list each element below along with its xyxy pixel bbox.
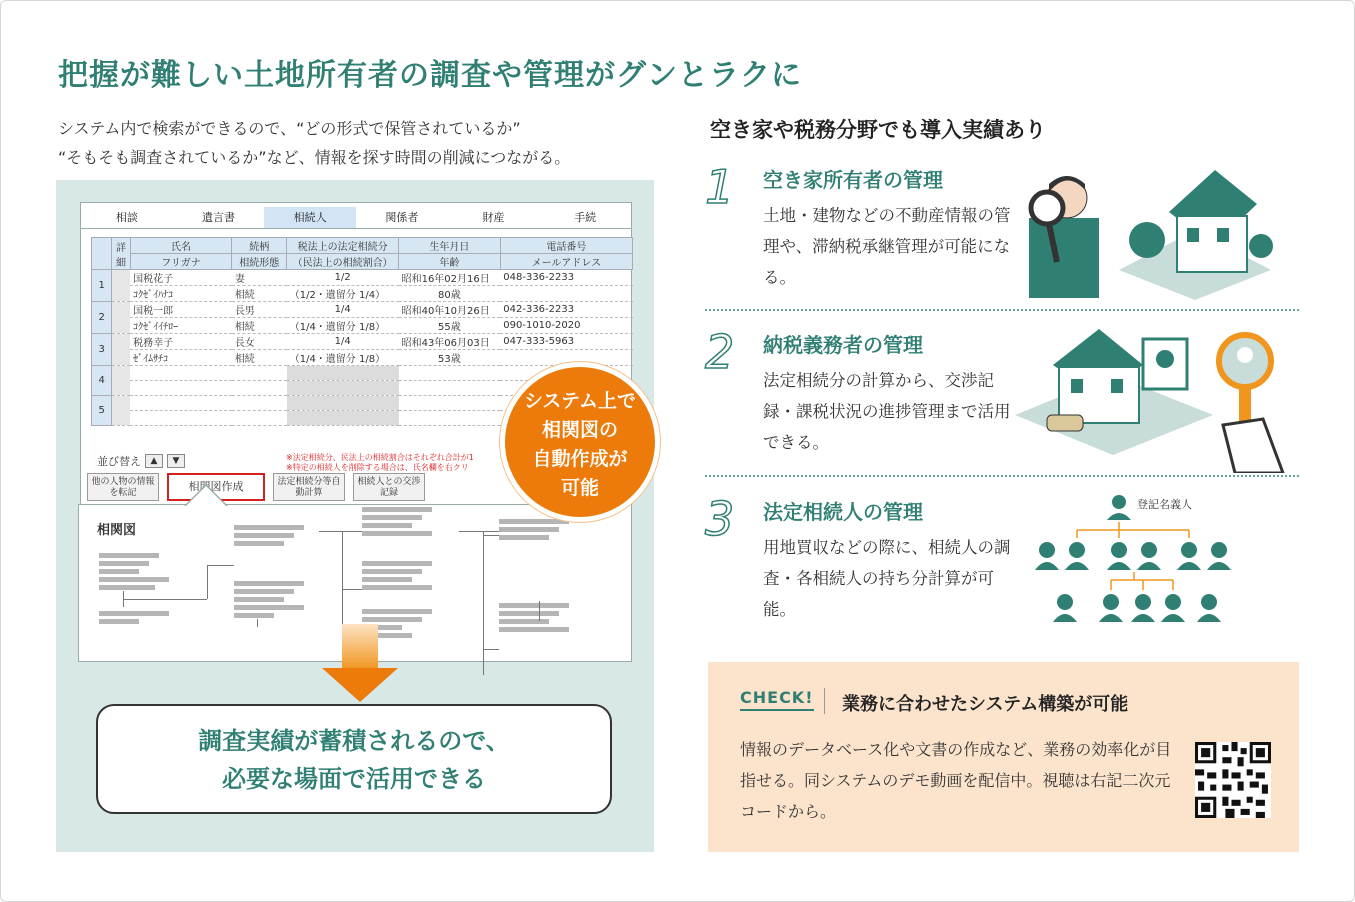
chart-placeholder-bar <box>99 553 159 558</box>
item-number: 3 <box>705 492 735 546</box>
chart-connector-line <box>483 535 499 536</box>
table-cell[interactable]: 税務幸子 <box>130 334 232 350</box>
note-line-2: ※特定の相続人を削除する場合は、氏名欄を右クリ <box>286 463 469 472</box>
chart-placeholder-bar <box>99 585 155 590</box>
chart-placeholder-bar <box>362 507 432 512</box>
row-number: 1 <box>92 270 112 302</box>
chart-placeholder-bar <box>234 589 294 594</box>
table-cell[interactable] <box>130 381 232 396</box>
headline: 把握が難しい土地所有者の調査や管理がグンとラクに <box>58 58 802 93</box>
table-cell[interactable]: ｾﾞｲﾑｻﾁｺ <box>130 350 232 366</box>
chart-placeholder-bar <box>362 561 432 566</box>
item-title: 空き家所有者の管理 <box>763 168 943 192</box>
down-arrow-stem <box>342 624 378 670</box>
item-legal-heirs <box>705 492 1299 642</box>
row-number: 5 <box>92 396 112 426</box>
table-cell[interactable]: 55歳 <box>399 318 501 334</box>
sort-label: 並び替え <box>97 455 141 468</box>
result-line-2: 必要な場面で活用できる <box>222 765 486 793</box>
item-title: 納税義務者の管理 <box>763 333 923 357</box>
chart-placeholder-bar <box>99 561 149 566</box>
lead-line-2: “そもそも調査されているか”など、情報を探す時間の削減につながる。 <box>58 148 571 167</box>
result-line-1: 調査実績が蓄積されるので、 <box>198 727 510 755</box>
chart-connector-line <box>207 565 234 566</box>
table-cell[interactable] <box>399 396 501 411</box>
table-cell[interactable] <box>232 381 287 396</box>
table-cell[interactable]: 1/4 <box>287 302 399 318</box>
tree-label: 登記名義人 <box>1137 498 1192 511</box>
lead-text <box>58 114 570 172</box>
callout-pointer-fill <box>186 486 226 506</box>
item-body: 土地・建物などの不動産情報の管理や、滞納税承継管理が可能になる。 <box>763 206 1011 287</box>
family-tree-icon <box>1031 492 1237 626</box>
table-cell[interactable]: 80歳 <box>399 286 501 302</box>
chart-placeholder-bar <box>99 569 139 574</box>
row-number: 2 <box>92 302 112 334</box>
chart-placeholder-bar <box>99 611 169 616</box>
auto-calc-button[interactable]: 法定相続分等自動計算 <box>273 473 345 501</box>
badge-line-1: システム上で <box>523 390 637 412</box>
chart-placeholder-bar <box>362 531 432 536</box>
table-cell[interactable]: ｺｸｾﾞｲﾊﾅｺ <box>130 286 232 302</box>
chart-connector-line <box>342 589 362 590</box>
vacant-house-illustration-icon <box>1027 170 1277 300</box>
chart-placeholder-bar <box>362 585 432 590</box>
chart-connector-line <box>207 565 208 599</box>
chart-placeholder-bar <box>362 515 422 520</box>
item-number: 2 <box>705 325 735 379</box>
chart-placeholder-bar <box>362 617 422 622</box>
detail-checkbox[interactable] <box>112 270 130 302</box>
table-cell[interactable]: 相続 <box>232 350 287 366</box>
table-cell[interactable]: 047-333-5963 <box>500 334 632 350</box>
chart-placeholder-bar <box>362 609 432 614</box>
tab-3[interactable]: 関係者 <box>385 211 419 224</box>
lead-line-1: システム内で検索ができるので、“どの形式で保管されているか” <box>58 119 521 138</box>
table-cell[interactable]: 昭和40年10月26日 <box>399 302 501 318</box>
table-cell[interactable]: 042-336-2233 <box>500 302 632 318</box>
item-title: 法定相続人の管理 <box>763 500 923 524</box>
chart-placeholder-bar <box>499 627 569 632</box>
create-chart-button[interactable]: 相関図作成 <box>167 473 265 501</box>
detail-checkbox[interactable] <box>112 302 130 334</box>
chart-placeholder-bar <box>99 577 169 582</box>
chart-placeholder-bar <box>499 611 559 616</box>
chart-placeholder-bar <box>499 619 549 624</box>
taxpayer-illustration-icon <box>1013 325 1297 473</box>
check-box <box>708 662 1299 852</box>
table-header-top <box>92 238 633 254</box>
feature-badge <box>500 362 660 522</box>
row-number: 3 <box>92 334 112 366</box>
column-header: 生年月日 <box>399 238 501 254</box>
column-header: 続柄 <box>232 238 287 254</box>
column-header: 氏名 <box>130 238 232 254</box>
column-subheader: 相続形態 <box>232 254 287 270</box>
chart-placeholder-bar <box>234 533 294 538</box>
table-cell[interactable]: 昭和43年06月03日 <box>399 334 501 350</box>
table-cell[interactable]: 1/2 <box>287 270 399 286</box>
tab-2[interactable]: 相続人 <box>264 207 356 228</box>
table-cell[interactable] <box>130 366 232 381</box>
table-header-bottom <box>92 254 633 270</box>
table-cell[interactable]: 長女 <box>232 334 287 350</box>
chart-connector-line <box>123 599 207 600</box>
chart-connector-line <box>539 601 540 621</box>
detail-checkbox[interactable] <box>112 366 130 396</box>
table-cell[interactable]: 昭和16年02月16日 <box>399 270 501 286</box>
check-body: 情報のデータベース化や文書の作成など、業務の効率化が目指せる。同システムのデモ動画を配信中。視聴は右記二次元コードから。 <box>740 740 1172 821</box>
sort-controls <box>97 453 185 469</box>
table-cell[interactable]: 国税一郎 <box>130 302 232 318</box>
table-cell[interactable] <box>287 396 399 411</box>
table-cell[interactable]: 53歳 <box>399 350 501 366</box>
item-number: 1 <box>705 160 735 214</box>
item-body: 用地買収などの際に、相続人の調査・各相続人の持ち分計算が可能。 <box>763 538 1011 619</box>
chart-connector-line <box>257 619 258 627</box>
tab-5[interactable]: 手続 <box>574 211 597 224</box>
table-cell[interactable]: 相続 <box>232 318 287 334</box>
table-cell[interactable]: （1/2・遺留分 1/4） <box>287 286 399 302</box>
tab-0[interactable]: 相談 <box>115 211 138 224</box>
action-buttons <box>87 473 425 501</box>
table-cell[interactable] <box>500 286 632 302</box>
chart-placeholder-bar <box>499 527 559 532</box>
chart-placeholder-bar <box>234 525 304 530</box>
sort-up-button[interactable]: ▲ <box>145 454 163 468</box>
table-cell[interactable]: ｺｸｾﾞｲｲﾁﾛｰ <box>130 318 232 334</box>
badge-line-3: 自動作成が <box>532 448 628 470</box>
chart-placeholder-bar <box>362 523 412 528</box>
chart-placeholder-bar <box>499 519 569 524</box>
table-cell[interactable] <box>130 411 232 426</box>
column-subheader: フリガナ <box>130 254 232 270</box>
table-row[interactable] <box>92 286 633 302</box>
chart-placeholder-bar <box>234 613 274 618</box>
chart-connector-line <box>342 531 343 627</box>
row-number: 4 <box>92 366 112 396</box>
table-cell[interactable] <box>130 396 232 411</box>
tab-4[interactable]: 財産 <box>482 211 505 224</box>
chart-placeholder-bar <box>362 577 412 582</box>
down-arrow-icon <box>322 668 398 702</box>
check-divider <box>824 688 825 714</box>
table-cell[interactable]: （1/4・遺留分 1/8） <box>287 318 399 334</box>
table-cell[interactable] <box>232 411 287 426</box>
table-cell[interactable] <box>287 366 399 381</box>
column-subheader: （民法上の相続割合） <box>287 254 399 270</box>
qr-code-icon[interactable] <box>1195 742 1271 818</box>
table-cell[interactable]: 1/4 <box>287 334 399 350</box>
table-cell[interactable]: （1/4・遺留分 1/8） <box>287 350 399 366</box>
table-cell[interactable]: 相続 <box>232 286 287 302</box>
table-cell[interactable]: 妻 <box>232 270 287 286</box>
table-cell[interactable] <box>399 411 501 426</box>
item-taxpayer <box>705 325 1299 470</box>
table-row[interactable] <box>92 350 633 366</box>
note-line-1: ※法定相続分、民法上の相続割合はそれぞれ合計が1 <box>286 453 474 462</box>
column-subheader: 年齢 <box>399 254 501 270</box>
table-row[interactable] <box>92 334 633 350</box>
table-row[interactable] <box>92 270 633 286</box>
right-title: 空き家や税務分野でも導入実績あり <box>710 118 1046 142</box>
column-header: 詳細 <box>112 238 130 270</box>
chart-placeholder-bar <box>234 597 284 602</box>
negotiation-log-button[interactable]: 相続人との交渉記録 <box>353 473 425 501</box>
item-body: 法定相続分の計算から、交渉記録・課税状況の進捗管理まで活用できる。 <box>763 371 1011 452</box>
tab-1[interactable]: 遺言書 <box>202 211 235 224</box>
chart-placeholder-bar <box>362 569 422 574</box>
column-header: 税法上の法定相続分 <box>287 238 399 254</box>
chart-label: 相関図 <box>97 523 137 538</box>
table-cell[interactable] <box>232 366 287 381</box>
badge-line-2: 相関図の <box>541 419 618 441</box>
note-text <box>286 453 474 473</box>
column-header: 電話番号 <box>500 238 632 254</box>
sort-down-button[interactable]: ▼ <box>167 454 185 468</box>
table-row[interactable] <box>92 318 633 334</box>
item-vacant-house <box>705 160 1299 300</box>
table-cell[interactable] <box>287 381 399 396</box>
chart-placeholder-bar <box>234 541 284 546</box>
divider <box>705 475 1299 477</box>
chart-placeholder-bar <box>234 605 304 610</box>
badge-line-4: 可能 <box>560 477 599 499</box>
table-row[interactable] <box>92 302 633 318</box>
divider <box>705 309 1299 311</box>
table-cell[interactable] <box>232 396 287 411</box>
chart-placeholder-bar <box>99 619 139 624</box>
table-cell[interactable] <box>287 411 399 426</box>
chart-placeholder-bar <box>499 603 569 608</box>
tab-bar <box>81 207 631 229</box>
table-cell[interactable]: 国税花子 <box>130 270 232 286</box>
check-tag: CHECK! <box>740 688 814 711</box>
table-cell[interactable]: 長男 <box>232 302 287 318</box>
chart-connector-line <box>459 531 499 532</box>
transfer-info-button[interactable]: 他の人物の情報を転記 <box>87 473 159 501</box>
detail-checkbox[interactable] <box>112 396 130 426</box>
chart-connector-line <box>319 531 362 532</box>
table-cell[interactable] <box>399 366 501 381</box>
table-cell[interactable]: 090-1010-2020 <box>500 318 632 334</box>
chart-placeholder-bar <box>499 535 549 540</box>
result-box <box>96 704 612 814</box>
table-cell[interactable] <box>399 381 501 396</box>
table-cell[interactable]: 048-336-2233 <box>500 270 632 286</box>
column-subheader: メールアドレス <box>500 254 632 270</box>
chart-placeholder-bar <box>234 581 304 586</box>
table-corner <box>92 238 112 270</box>
chart-connector-line <box>483 649 499 650</box>
check-title: 業務に合わせたシステム構築が可能 <box>842 694 1129 715</box>
detail-checkbox[interactable] <box>112 334 130 366</box>
chart-connector-line <box>483 531 484 675</box>
